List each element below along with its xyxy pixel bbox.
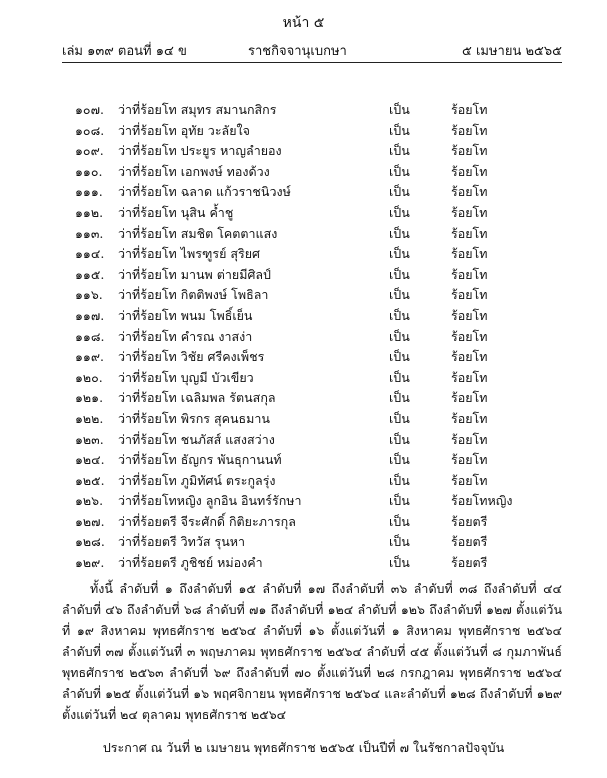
entry-rank: ร้อยตรี bbox=[451, 555, 488, 571]
entry-rank: ร้อยโท bbox=[451, 102, 488, 117]
list-item bbox=[0, 471, 607, 492]
entry-rank: ร้อยโท bbox=[451, 163, 488, 179]
announcement-closing: ประกาศ ณ วันที่ ๒ เมษายน พุทธศักราช ๒๕๖๕ เป็นปีที่ ๗ ในรัชกาลปัจจุบัน bbox=[102, 740, 505, 755]
entry-number: ๑๒๘. bbox=[75, 534, 105, 550]
entry-name: ว่าที่ร้อยโท ธัญกร พันธุกานนท์ bbox=[118, 452, 282, 468]
entry-name: ว่าที่ร้อยโท ไพรฑูรย์ สุริยศ bbox=[118, 246, 260, 262]
entry-name: ว่าที่ร้อยโท ฉลาด แก้วราชนิวงษ์ bbox=[118, 184, 291, 200]
entry-rank: ร้อยโทหญิง bbox=[451, 493, 513, 509]
entry-rank: ร้อยโท bbox=[451, 349, 488, 365]
entry-rank: ร้อยโท bbox=[451, 452, 488, 468]
list-item bbox=[0, 162, 607, 183]
entry-verb: เป็น bbox=[389, 513, 410, 529]
entry-number: ๑๒๙. bbox=[75, 555, 105, 571]
list-item bbox=[0, 182, 607, 203]
entry-verb: เป็น bbox=[389, 369, 410, 385]
volume-issue: เล่ม ๑๓๙ ตอนที่ ๑๔ ข bbox=[62, 44, 187, 59]
list-item bbox=[0, 285, 607, 306]
list-item bbox=[0, 265, 607, 286]
entry-rank: ร้อยโท bbox=[451, 143, 488, 159]
entry-rank: ร้อยตรี bbox=[451, 513, 488, 529]
entry-number: ๑๒๗. bbox=[75, 513, 105, 529]
entry-rank: ร้อยโท bbox=[451, 410, 488, 426]
entry-name: ว่าที่ร้อยโท พิรกร สุคนธมาน bbox=[118, 410, 270, 426]
entry-number: ๑๑๗. bbox=[75, 307, 105, 323]
list-item bbox=[0, 491, 607, 512]
list-item bbox=[0, 512, 607, 533]
entry-name: ว่าที่ร้อยโท พนม โพธิ์เย็น bbox=[118, 307, 253, 323]
entry-verb: เป็น bbox=[389, 534, 410, 550]
entry-name: ว่าที่ร้อยตรี วิทวัส รุนหา bbox=[118, 534, 246, 550]
entry-number: ๑๑๑. bbox=[75, 184, 103, 200]
entry-rank: ร้อยโท bbox=[451, 431, 488, 447]
entry-rank: ร้อยโท bbox=[451, 246, 488, 262]
entry-name: ว่าที่ร้อยโท กิตติพงษ์ โพธิลา bbox=[118, 287, 269, 303]
entry-rank: ร้อยโท bbox=[451, 204, 488, 220]
entry-number: ๑๑๓. bbox=[75, 225, 104, 241]
list-item bbox=[0, 100, 607, 121]
entry-rank: ร้อยโท bbox=[451, 122, 488, 138]
effective-dates-paragraph: ทั้งนี้ ลำดับที่ ๑ ถึงลำดับที่ ๑๕ ลำดับที่ ๑๗ ถึงลำดับที่ ๓๖ ลำดับที่ ๓๘ ถึงลำดับที่ ๔๔ ลำดับที่ ๔๖ ถึงลำดับที่ ๖๘ ลำดับที่ ๗๑ ถึงลำดับที่ ๑๒๔ ลำดับที่ ๑๒๖ ถึงลำดับที่ ๑๒๗ ตั้งแต่วันที่ ๑๙ สิงหาคม พุทธศักราช ๒๕๖๔ ลำดับที่ ๑๖ ตั้งแต่วันที่ ๑ สิงหาคม พุทธศักราช ๒๕๖๔ ลำดับที่ ๓๗ ตั้งแต่วันที่ ๓ พฤษภาคม พุทธศักราช ๒๕๖๔ ลำดับที่ ๔๕ ตั้งแต่วันที่ ๘ กุมภาพันธ์ พุทธศักราช ๒๕๖๓ ลำดับที่ ๖๙ ถึงลำดับที่ ๗๐ ตั้งแต่วันที่ ๒๘ กรกฎาคม พุทธศักราช ๒๕๖๔ ลำดับที่ ๑๒๕ ตั้งแต่วันที่ ๑๖ พฤศจิกายน พุทธศักราช ๒๕๖๔ และลำดับที่ ๑๒๘ ถึงลำดับที่ ๑๒๙ ตั้งแต่วันที่ ๒๔ ตุลาคม พุทธศักราช ๒๕๖๔ bbox=[62, 581, 562, 722]
list-item bbox=[0, 450, 607, 471]
entry-name: ว่าที่ร้อยโท คำรณ งาสง่า bbox=[118, 328, 253, 344]
entry-number: ๑๒๐. bbox=[75, 369, 103, 385]
entry-verb: เป็น bbox=[389, 266, 410, 282]
entry-verb: เป็น bbox=[389, 390, 410, 406]
gazette-title: ราชกิจจานุเบกษา bbox=[248, 44, 347, 59]
page-header bbox=[62, 40, 562, 60]
entry-verb: เป็น bbox=[389, 102, 410, 117]
entry-verb: เป็น bbox=[389, 225, 410, 241]
entry-rank: ร้อยโท bbox=[451, 225, 488, 241]
entry-number: ๑๒๑. bbox=[75, 390, 104, 406]
list-item bbox=[0, 141, 607, 162]
entry-number: ๑๐๙. bbox=[75, 143, 104, 159]
list-item bbox=[0, 121, 607, 142]
entry-number: ๑๐๗. bbox=[75, 102, 104, 117]
entry-verb: เป็น bbox=[389, 163, 410, 179]
entry-verb: เป็น bbox=[389, 555, 410, 571]
entry-rank: ร้อยตรี bbox=[451, 534, 488, 550]
entry-number: ๑๒๒. bbox=[75, 410, 104, 426]
entry-number: ๑๑๙. bbox=[75, 349, 104, 365]
list-item bbox=[0, 203, 607, 224]
entry-name: ว่าที่ร้อยตรี ภูชิชย์ หม่องคำ bbox=[118, 555, 263, 571]
entry-rank: ร้อยโท bbox=[451, 184, 488, 200]
entry-number: ๑๑๒. bbox=[75, 204, 104, 220]
entry-name: ว่าที่ร้อยโท ภูมิทัศน์ ตระกูลรุ่ง bbox=[118, 472, 276, 488]
entry-verb: เป็น bbox=[389, 349, 410, 365]
entry-number: ๑๑๘. bbox=[75, 328, 105, 344]
entry-verb: เป็น bbox=[389, 246, 410, 262]
entry-number: ๑๑๐. bbox=[75, 163, 103, 179]
entry-name: ว่าที่ร้อยโทหญิง ลูกอิน อินทร์รักษา bbox=[118, 493, 302, 509]
entry-name: ว่าที่ร้อยโท ประยูร หาญลำยอง bbox=[118, 143, 282, 159]
entry-verb: เป็น bbox=[389, 122, 410, 138]
entry-name: ว่าที่ร้อยโท สมุทร สมานกสิกร bbox=[118, 102, 277, 117]
entry-verb: เป็น bbox=[389, 204, 410, 220]
entry-name: ว่าที่ร้อยโท บุญมี บัวเขียว bbox=[118, 369, 254, 385]
entry-rank: ร้อยโท bbox=[451, 369, 488, 385]
entry-verb: เป็น bbox=[389, 143, 410, 159]
page-number: หน้า ๕ bbox=[282, 15, 325, 31]
entry-name: ว่าที่ร้อยโท นุสิน ค้ำชู bbox=[118, 204, 234, 220]
entry-verb: เป็น bbox=[389, 431, 410, 447]
entry-verb: เป็น bbox=[389, 287, 410, 303]
entry-verb: เป็น bbox=[389, 307, 410, 323]
entry-name: ว่าที่ร้อยโท เฉลิมพล รัตนสกุล bbox=[118, 390, 276, 406]
list-item bbox=[0, 409, 607, 430]
entry-number: ๑๒๔. bbox=[75, 452, 105, 468]
entry-rank: ร้อยโท bbox=[451, 472, 488, 488]
entry-number: ๑๑๔. bbox=[75, 246, 105, 262]
entry-number: ๑๑๕. bbox=[75, 266, 105, 282]
entry-name: ว่าที่ร้อยโท ชนภัสส์ แสงสว่าง bbox=[118, 431, 275, 447]
list-item bbox=[0, 368, 607, 389]
entry-rank: ร้อยโท bbox=[451, 287, 488, 303]
entry-number: ๑๒๕. bbox=[75, 472, 105, 488]
list-item bbox=[0, 244, 607, 265]
entry-name: ว่าที่ร้อยโท มานพ ต่ายมีศิลป์ bbox=[118, 266, 271, 282]
list-item bbox=[0, 532, 607, 553]
entry-rank: ร้อยโท bbox=[451, 390, 488, 406]
entry-rank: ร้อยโท bbox=[451, 328, 488, 344]
entry-verb: เป็น bbox=[389, 328, 410, 344]
entry-name: ว่าที่ร้อยโท สมชิต โคตตาแสง bbox=[118, 225, 278, 241]
appointment-list bbox=[0, 100, 607, 574]
entry-number: ๑๑๖. bbox=[75, 287, 103, 303]
entry-rank: ร้อยโท bbox=[451, 266, 488, 282]
entry-name: ว่าที่ร้อยโท วิชัย ศรีคงเพ็ชร bbox=[118, 349, 265, 365]
entry-number: ๑๒๖. bbox=[75, 493, 104, 509]
list-item bbox=[0, 347, 607, 368]
entry-verb: เป็น bbox=[389, 493, 410, 509]
entry-name: ว่าที่ร้อยโท อุทัย วะลัยใจ bbox=[118, 122, 250, 138]
entry-verb: เป็น bbox=[389, 410, 410, 426]
entry-rank: ร้อยโท bbox=[451, 307, 488, 323]
entry-name: ว่าที่ร้อยโท เอกพงษ์ ทองด้วง bbox=[118, 163, 270, 179]
publication-date: ๕ เมษายน ๒๕๖๕ bbox=[462, 44, 562, 59]
list-item bbox=[0, 430, 607, 451]
list-item bbox=[0, 224, 607, 245]
list-item bbox=[0, 327, 607, 348]
entry-verb: เป็น bbox=[389, 452, 410, 468]
header-divider bbox=[62, 62, 562, 63]
list-item bbox=[0, 388, 607, 409]
list-item bbox=[0, 553, 607, 574]
entry-name: ว่าที่ร้อยตรี จีระศักดิ์ กิติยะภารกุล bbox=[118, 513, 296, 529]
list-item bbox=[0, 306, 607, 327]
entry-verb: เป็น bbox=[389, 472, 410, 488]
entry-number: ๑๐๘. bbox=[75, 122, 105, 138]
entry-verb: เป็น bbox=[389, 184, 410, 200]
entry-number: ๑๒๓. bbox=[75, 431, 104, 447]
